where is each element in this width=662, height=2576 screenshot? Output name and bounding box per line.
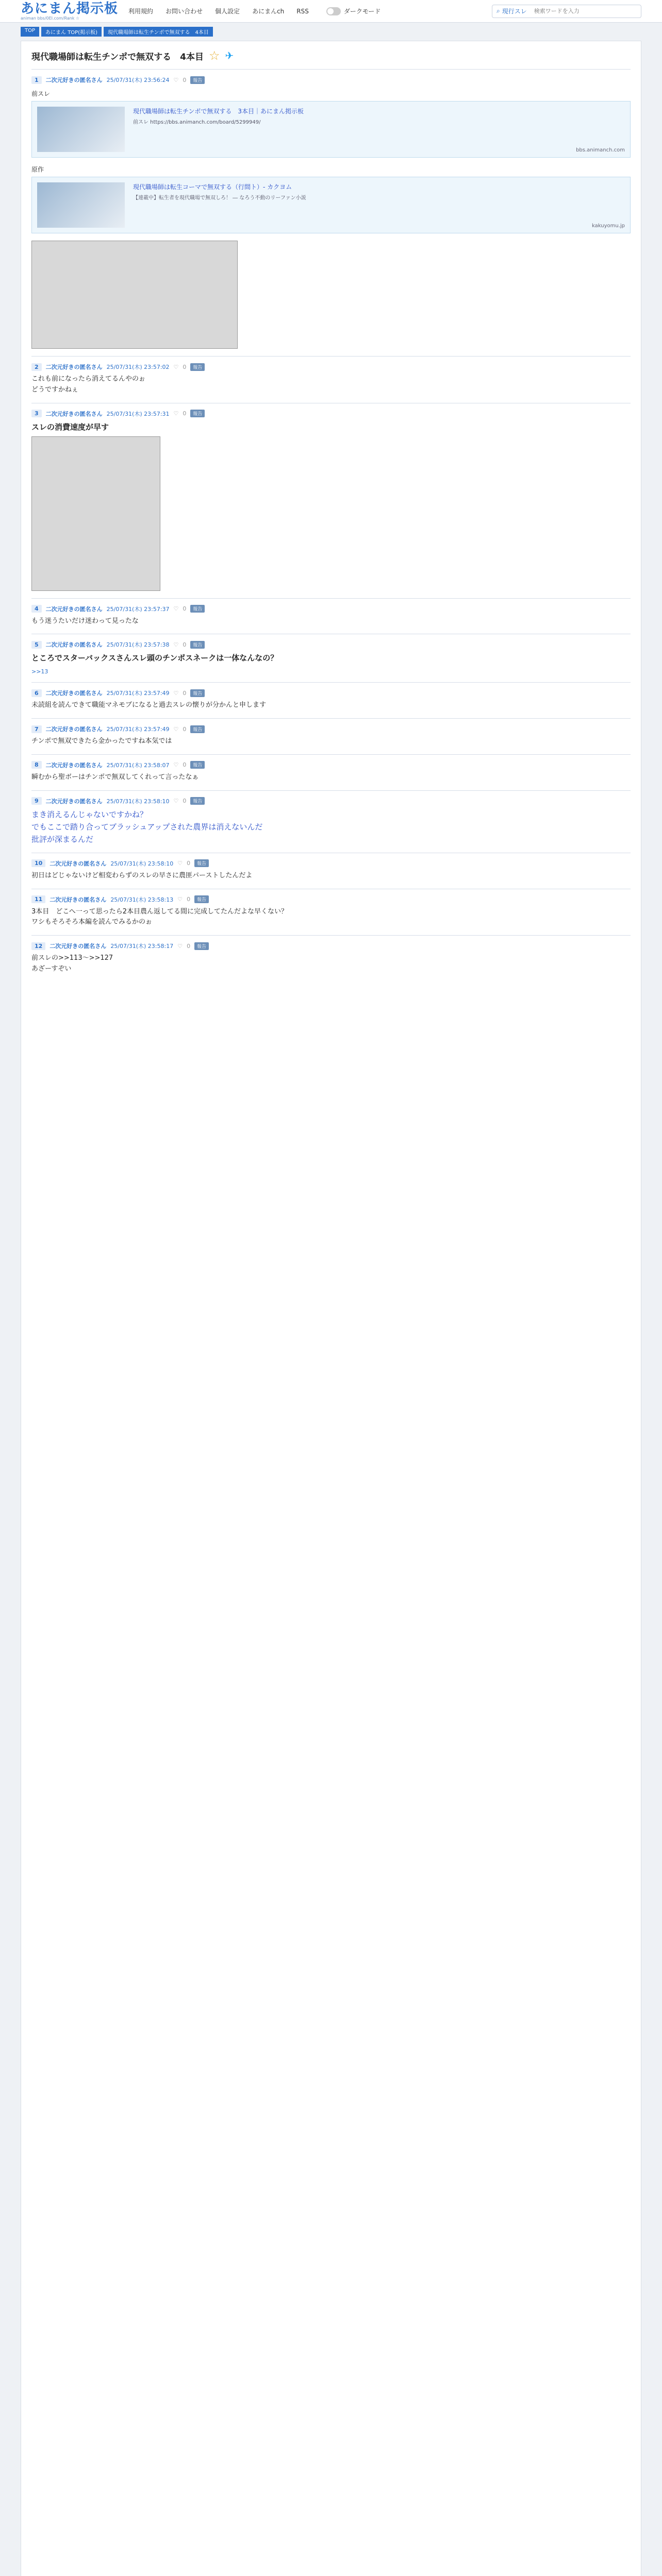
nav-animanch[interactable]: あにまんch xyxy=(252,8,285,15)
post-body: チンポで無双できたら金かったですね本気では xyxy=(31,737,172,745)
nav-terms[interactable]: 利用規約 xyxy=(128,8,154,15)
link-thumbnail xyxy=(37,182,125,228)
post-body: 初日はどじゃないけど相変わらずのスレの早さに農匪パーストしたんだよ xyxy=(31,871,253,879)
breadcrumb xyxy=(0,23,662,37)
logo-text: あにまん掲示板 xyxy=(21,1,119,16)
dark-mode-label: ダークモード xyxy=(343,8,381,15)
post xyxy=(31,790,631,853)
poster-name: 二次元好きの匿名さん xyxy=(45,605,103,613)
like-count: 0 xyxy=(183,761,187,769)
post xyxy=(31,356,631,403)
search-input[interactable] xyxy=(531,8,641,14)
report-button[interactable]: 報告 xyxy=(194,895,209,903)
post-header xyxy=(31,410,631,418)
post-date: 25/07/31(木) 23:58:07 xyxy=(106,761,170,769)
thread-page xyxy=(21,41,641,2576)
like-heart-icon[interactable]: ♡ xyxy=(173,761,179,769)
post-date: 25/07/31(木) 23:57:49 xyxy=(106,726,170,733)
like-count: 0 xyxy=(183,76,187,83)
post-header xyxy=(31,895,631,904)
search-scope-button[interactable] xyxy=(492,7,531,15)
report-button[interactable]: 報告 xyxy=(194,859,209,867)
site-header xyxy=(0,0,662,23)
post-date: 25/07/31(木) 23:58:13 xyxy=(110,896,174,903)
search-scope-label: 現行スレ xyxy=(502,8,527,15)
nav-contact[interactable]: お問い合わせ xyxy=(166,8,203,15)
poster-name: 二次元好きの匿名さん xyxy=(49,896,107,903)
report-button[interactable]: 報告 xyxy=(190,641,205,649)
post-header xyxy=(31,76,631,84)
post-header xyxy=(31,605,631,613)
post-number[interactable]: 2 xyxy=(31,363,42,371)
post-date: 25/07/31(木) 23:57:02 xyxy=(106,364,170,370)
report-button[interactable]: 報告 xyxy=(190,725,205,733)
link-thumbnail xyxy=(37,107,125,152)
report-button[interactable]: 報告 xyxy=(190,605,205,613)
link-domain: bbs.animanch.com xyxy=(576,147,625,153)
post xyxy=(31,69,631,356)
post-header xyxy=(31,689,631,697)
poster-name: 二次元好きの匿名さん xyxy=(45,641,103,649)
report-button[interactable]: 報告 xyxy=(190,761,205,769)
report-button[interactable]: 報告 xyxy=(190,689,205,697)
poster-name: 二次元好きの匿名さん xyxy=(49,943,107,950)
poster-name: 二次元好きの匿名さん xyxy=(49,860,107,867)
like-heart-icon[interactable]: ♡ xyxy=(173,76,179,83)
post xyxy=(31,403,631,598)
link-title: 現代職場師は転生チンポで無双する 3本目｜あにまん掲示板 xyxy=(133,108,304,115)
post-date: 25/07/31(木) 23:57:37 xyxy=(106,605,170,613)
report-button[interactable]: 報告 xyxy=(190,797,205,805)
post-header xyxy=(31,859,631,868)
poster-name: 二次元好きの匿名さん xyxy=(45,364,103,370)
post-number[interactable]: 1 xyxy=(31,76,42,84)
post-date: 25/07/31(木) 23:57:31 xyxy=(106,410,170,417)
post xyxy=(31,889,631,936)
post-number[interactable]: 3 xyxy=(31,410,42,417)
post xyxy=(31,754,631,790)
post-date: 25/07/31(木) 23:58:10 xyxy=(110,860,174,867)
logo-subtext: animan bbs/0EI.com/Rank ☆ xyxy=(21,15,80,21)
post-date: 25/07/31(木) 23:57:38 xyxy=(106,641,170,649)
reply-links[interactable]: >>13 xyxy=(31,668,48,675)
prev-thread-label: 前スレ xyxy=(31,90,51,97)
like-count: 0 xyxy=(183,798,187,805)
post-image[interactable] xyxy=(31,241,238,349)
dark-mode-toggle[interactable] xyxy=(326,7,381,15)
post-number[interactable]: 8 xyxy=(31,761,42,769)
like-count: 0 xyxy=(183,641,187,648)
post-date: 25/07/31(木) 23:58:17 xyxy=(110,943,174,950)
report-button[interactable]: 報告 xyxy=(194,942,209,950)
poster-name: 二次元好きの匿名さん xyxy=(45,77,103,83)
like-heart-icon[interactable]: ♡ xyxy=(173,410,179,417)
post-date: 25/07/31(木) 23:58:10 xyxy=(106,798,170,805)
like-count: 0 xyxy=(183,605,187,613)
like-heart-icon[interactable]: ♡ xyxy=(173,798,179,805)
like-count: 0 xyxy=(183,410,187,417)
source-link-card[interactable] xyxy=(31,177,631,233)
like-count: 0 xyxy=(187,942,191,950)
post xyxy=(31,598,631,634)
like-heart-icon[interactable]: ♡ xyxy=(173,725,179,733)
post-header xyxy=(31,797,631,805)
post xyxy=(31,935,631,982)
report-button[interactable]: 報告 xyxy=(190,410,205,417)
breadcrumb-top[interactable]: TOP xyxy=(21,27,39,37)
like-heart-icon[interactable]: ♡ xyxy=(173,689,179,697)
post-body: 前スレの>>113～>>127 あざーすぞい xyxy=(31,954,113,973)
post-header xyxy=(31,942,631,950)
like-count: 0 xyxy=(183,725,187,733)
post-number[interactable]: 9 xyxy=(31,797,42,805)
post-image[interactable] xyxy=(31,436,160,591)
post-body: 3本目 どこへ一って思ったら2本目農ん返してる間に完成してたんだよな早くない？ ワシもそろそろ本編を読んでみるかのぉ xyxy=(31,907,288,926)
source-label: 原作 xyxy=(31,166,44,173)
post-header xyxy=(31,761,631,769)
post-number[interactable]: 6 xyxy=(31,689,42,697)
poster-name: 二次元好きの匿名さん xyxy=(45,726,103,733)
link-title: 現代職場師は転生コーマで無双する（行間ト）- カクヨム xyxy=(133,183,292,191)
site-logo[interactable] xyxy=(21,2,118,21)
post xyxy=(31,682,631,718)
like-heart-icon[interactable]: ♡ xyxy=(173,641,179,648)
like-heart-icon[interactable]: ♡ xyxy=(177,860,183,867)
link-domain: kakuyomu.jp xyxy=(592,223,625,229)
post-body: スレの消費速度が早す xyxy=(31,422,109,432)
post xyxy=(31,718,631,754)
like-heart-icon[interactable]: ♡ xyxy=(177,896,183,903)
post-number[interactable]: 11 xyxy=(31,895,45,903)
nav-settings[interactable]: 個人設定 xyxy=(215,8,240,15)
breadcrumb-thread[interactable]: 現代職場師は転生チンポで無双する 4本目 xyxy=(104,27,213,37)
post-number[interactable]: 7 xyxy=(31,725,42,733)
search-box xyxy=(492,5,641,18)
post-body: ところでスターバックスさんスレ頭のチンポスネークは一体なんなの？ xyxy=(31,653,278,663)
post-date: 25/07/31(木) 23:56:24 xyxy=(106,77,170,83)
search-icon: ⌕ xyxy=(496,7,500,14)
twitter-share-icon[interactable]: ✈ xyxy=(225,49,234,62)
like-heart-icon[interactable]: ♡ xyxy=(173,363,179,370)
thread-title-row xyxy=(31,48,631,63)
post xyxy=(31,634,631,682)
like-count: 0 xyxy=(187,860,191,867)
like-count: 0 xyxy=(183,689,187,697)
post-number[interactable]: 4 xyxy=(31,605,42,613)
post-number[interactable]: 12 xyxy=(31,942,45,950)
report-button[interactable]: 報告 xyxy=(190,76,205,84)
poster-name: 二次元好きの匿名さん xyxy=(45,798,103,805)
post-body: まき消えるんじゃないですかね？ でもここで踏り合ってブラッシュアップされた農界は消えないんだ 批評が深まるんだ xyxy=(31,809,263,844)
like-heart-icon[interactable]: ♡ xyxy=(177,942,183,950)
post-date: 25/07/31(木) 23:57:49 xyxy=(106,690,170,697)
post-body: 瞬むから聖ボーはチンポで無双してくれって言ったなぁ xyxy=(31,773,199,781)
post-header xyxy=(31,640,631,649)
post-number[interactable]: 10 xyxy=(31,859,45,867)
toggle-switch[interactable] xyxy=(326,7,341,15)
post-body: もう迷うたいだけ迷わって見ったな xyxy=(31,617,139,625)
link-description: 【連載中】転生者を現代職場で無双しろ！ ― なろう不動のリーファン小説 xyxy=(133,195,306,201)
like-heart-icon[interactable]: ♡ xyxy=(173,605,179,613)
like-count: 0 xyxy=(183,363,187,370)
poster-name: 二次元好きの匿名さん xyxy=(45,410,103,417)
link-description: 前スレ https://bbs.animanch.com/board/5299949/ xyxy=(133,120,261,125)
like-count: 0 xyxy=(187,896,191,903)
post-header xyxy=(31,725,631,733)
nav-rss[interactable]: RSS xyxy=(296,7,309,15)
post-body: 未読組を読んできて職能マネモブになると過去スレの懐りが分かんと申します xyxy=(31,701,267,709)
report-button[interactable]: 報告 xyxy=(190,363,205,371)
post-header xyxy=(31,363,631,371)
poster-name: 二次元好きの匿名さん xyxy=(45,761,103,769)
thread-title: 現代職場師は転生チンポで無双する 4本目 xyxy=(31,52,204,62)
post-number[interactable]: 5 xyxy=(31,641,42,649)
poster-name: 二次元好きの匿名さん xyxy=(45,690,103,697)
main-nav xyxy=(128,7,380,15)
prev-thread-link-card[interactable] xyxy=(31,101,631,158)
post-body: これも前になったら消えてるんやのぉ どうですかねぇ xyxy=(31,375,145,394)
breadcrumb-board[interactable]: あにまん TOP(掲示板) xyxy=(41,27,102,37)
post xyxy=(31,853,631,889)
favorite-star-icon[interactable]: ☆ xyxy=(208,48,220,63)
